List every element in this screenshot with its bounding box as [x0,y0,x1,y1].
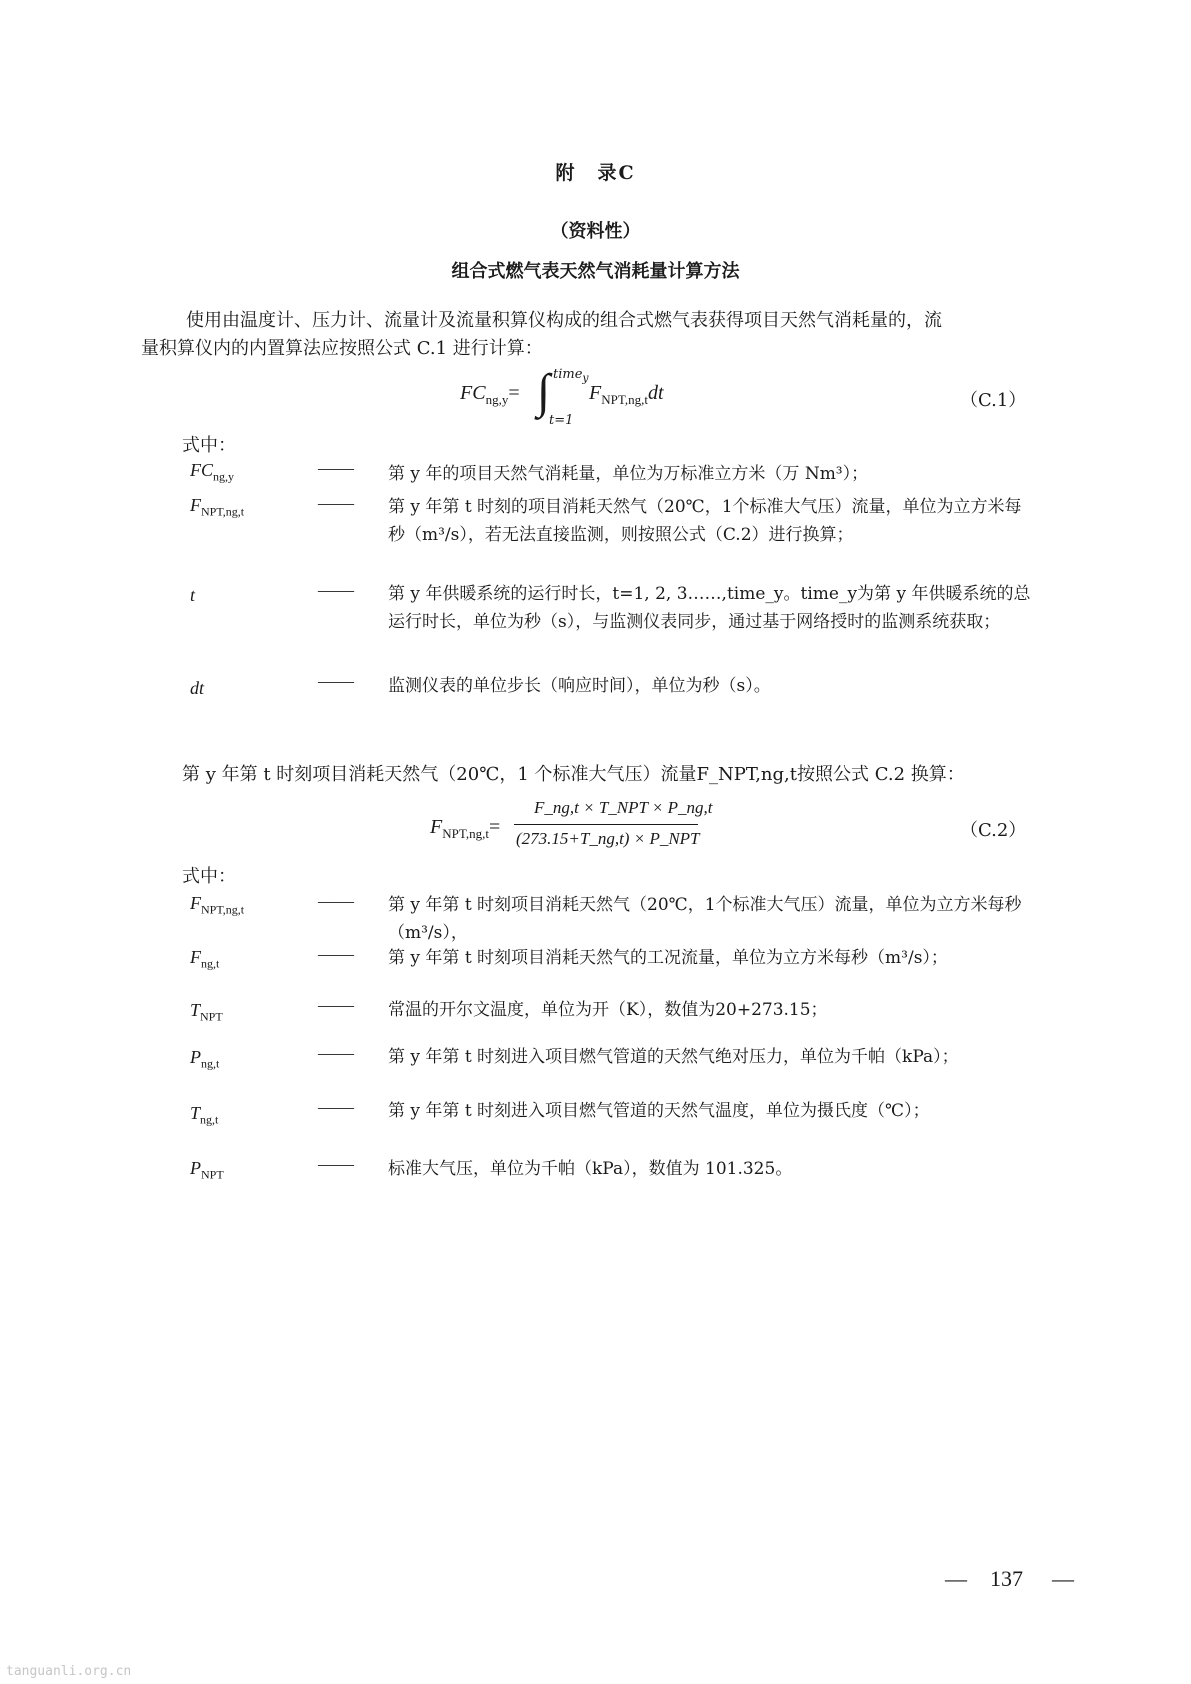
formula-c1-upper-limit: time$_y$ [553,367,589,385]
page-number: 137 [990,1566,1023,1591]
section-heading: 组合式燃气表天然气消耗量计算方法 [451,261,740,282]
def1-symbol-dt: dt [190,678,205,698]
where-label-2: 式中： [182,866,236,887]
def2-text-pnpt: 标准大气压，单位为千帕（kPa），数值为 101.325。 [388,1159,793,1179]
def2-dash: —— [318,995,354,1015]
intro-line-1: 使用由温度计、压力计、流量计及流量积算仪构成的组合式燃气表获得项目天然气消耗量的，流 [186,310,942,331]
page-number-dash-left: — [945,1566,967,1591]
def2-text-tng: 第 y 年第 t 时刻进入项目燃气管道的天然气温度，单位为摄氏度（℃）； [388,1101,930,1121]
intro-line-2: 量积算仪内的内置算法应按照公式 C.1 进行计算： [141,338,543,359]
def1-text-fc: 第 y 年的项目天然气消耗量，单位为万标准立方米（万 Nm³）； [388,464,869,484]
intro2-line: 第 y 年第 t 时刻项目消耗天然气（20℃，1 个标准大气压）流量F_NPT,ng,t按照公式 C.2 换算： [182,764,965,785]
def1-dash: —— [318,580,354,600]
formula-c1-number: （C.1） [960,390,1027,411]
def1-symbol-fnpt: $F_{NPT,ng,t}$ [190,495,245,519]
formula-c2-lhs: $F_{NPT,ng,t}=$ [430,816,501,841]
def1-text-fnpt: 第 y 年第 t 时刻的项目消耗天然气（20℃，1个标准大气压）流量，单位为立方米每秒（m³/s），若无法直接监测，则按照公式（C.2）进行换算； [388,497,1022,545]
def1-text-t: 第 y 年供暖系统的运行时长，t=1, 2, 3……,time_y。time_y为第 y 年供暖系统的总运行时长，单位为秒（s），与监测仪表同步，通过基于网络授时的监测系统获取； [388,584,1031,632]
watermark: tanguanli.org.cn [6,1664,132,1679]
formula-c2-numerator: F_ng,t × T_NPT × P_ng,t [534,798,713,817]
def2-dash: —— [318,1154,354,1174]
def2-dash: —— [318,891,354,911]
def2-text-tnpt: 常温的开尔文温度，单位为开（K），数值为20+273.15； [388,1000,828,1020]
def1-dash: —— [318,458,354,478]
formula-c1-lhs: $FC_{ng,y}=$ [460,382,520,407]
def1-symbol-fc: $FC_{ng,y}$ [190,460,235,484]
def2-text-png: 第 y 年第 t 时刻进入项目燃气管道的天然气绝对压力，单位为千帕（kPa）； [388,1047,959,1067]
def1-dash: —— [318,493,354,513]
formula-c2-fraction-bar [514,824,698,825]
formula-c1-lower-limit: t=1 [549,413,574,428]
where-label-1: 式中： [182,435,236,456]
page-number-dash-right: — [1052,1566,1074,1591]
integral-sign: ∫ [537,365,551,418]
def2-dash: —— [318,944,354,964]
def1-dash: —— [318,671,354,691]
def1-text-dt: 监测仪表的单位步长（响应时间），单位为秒（s）。 [388,676,771,696]
appendix-subtitle: （资料性） [550,221,641,242]
formula-c2-number: （C.2） [960,820,1027,841]
def2-symbol-fnpt: $F_{NPT,ng,t}$ [190,893,245,917]
def2-text-fng: 第 y 年第 t 时刻项目消耗天然气的工况流量，单位为立方米每秒（m³/s）； [388,948,948,968]
def1-symbol-t: t [190,585,196,605]
formula-c2-denominator: (273.15+T_ng,t) × P_NPT [516,829,700,848]
def2-dash: —— [318,1097,354,1117]
def2-symbol-fng: $F_{ng,t}$ [190,947,220,971]
def2-symbol-pnpt: $P_{NPT}$ [190,1158,224,1182]
def2-dash: —— [318,1043,354,1063]
def2-symbol-tng: $T_{ng,t}$ [190,1103,219,1127]
def2-symbol-tnpt: $T_{NPT}$ [190,1000,223,1024]
def2-symbol-png: $P_{ng,t}$ [190,1047,220,1071]
appendix-title: 附 录C [555,162,636,184]
def2-text-fnpt: 第 y 年第 t 时刻项目消耗天然气（20℃，1个标准大气压）流量，单位为立方米每秒（m³/s）， [388,895,1022,943]
formula-c1-integrand: $F_{NPT,ng,t}dt$ [589,382,664,407]
